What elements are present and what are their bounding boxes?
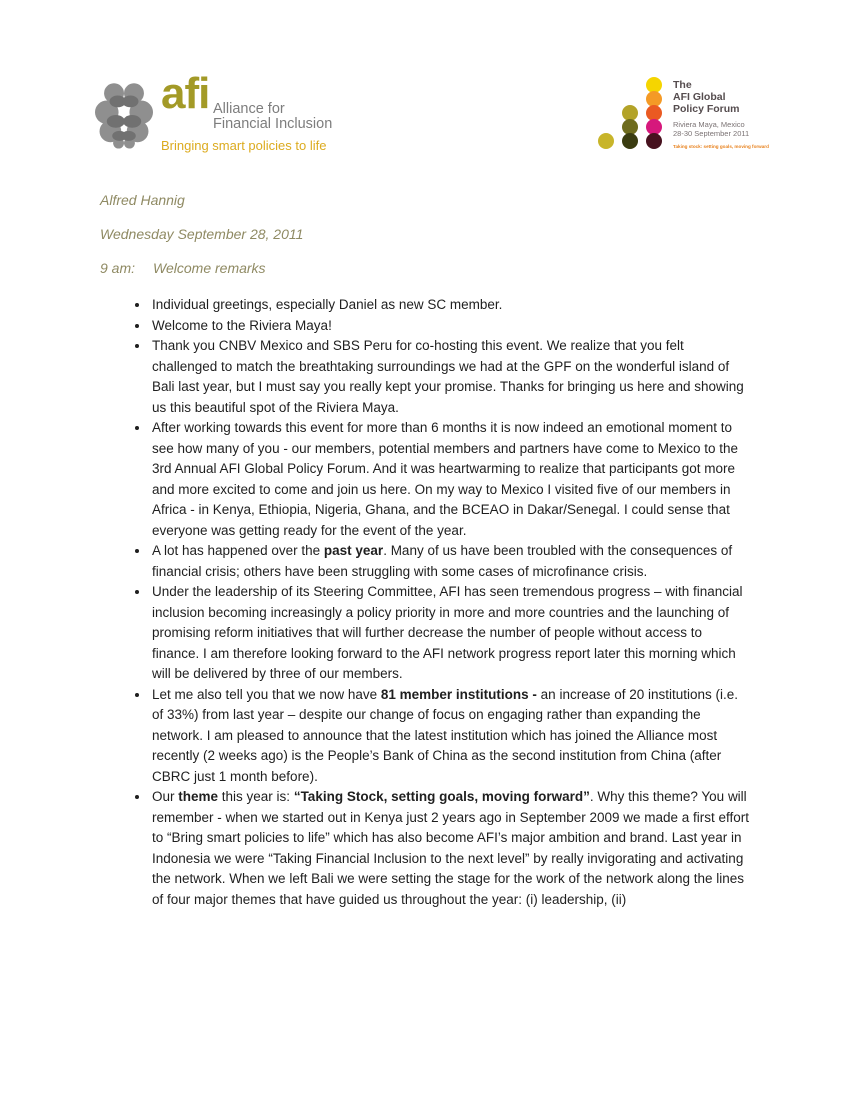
forum-dots-icon [598, 79, 662, 149]
bullet-item: • After working towards this event for more than 6 months it is now indeed an emotional moment to see how many of you - our members, potential members and partners have come to Mexico to the 3rd Annual AFI Global Policy Forum. And it was heartwarming to realize that participants got more and more excited to come and join us here. On my way to Mexico I visited five of our members in Africa - in Kenya, Ethiopia, Nigeria, Ghana, and the BCEAO in Dakar/Senegal. I could sense that everyone was getting ready for the event of the year. [150, 418, 750, 541]
session-time: 9 am: [100, 260, 136, 276]
afi-name [213, 102, 332, 132]
forum-logo [598, 75, 769, 155]
forum-location: Riviera Maya, Mexico [673, 120, 745, 129]
forum-dot [598, 133, 614, 149]
forum-title-line1: The [673, 79, 692, 91]
afi-logo [95, 69, 335, 157]
forum-tagline: Taking stock: setting goals, moving forward [673, 144, 769, 149]
forum-subtitle [673, 120, 765, 138]
author-heading: Alfred Hannig [100, 192, 185, 208]
forum-dates: 28-30 September 2011 [673, 129, 750, 138]
afi-logo-mark-icon [95, 79, 153, 151]
bullet-item: • A lot has happened over the past year. Many of us have been troubled with the consequences of financial crisis; others have been struggling with some cases of microfinance crisis. [150, 541, 750, 582]
session-heading [100, 259, 750, 277]
bullet-item: • Let me also tell you that we now have 81 member institutions - an increase of 20 institutions (i.e. of 33%) from last year – despite our change of focus on engaging rather than expanding the network. I am pleased to announce that the latest institution which has joined the Alliance most recently (2 weeks ago) is the People’s Bank of China as the second institution from China (after CBRC just 1 month before). [150, 685, 750, 788]
forum-text [673, 79, 769, 149]
session-title: Welcome remarks [153, 260, 266, 276]
bullet-item: • Individual greetings, especially Daniel as new SC member. [150, 295, 750, 316]
bullet-list [100, 295, 750, 910]
forum-dot [646, 133, 662, 149]
afi-tagline: Bringing smart policies to life [161, 138, 327, 153]
forum-dot [622, 133, 638, 149]
afi-name-line1: Alliance for [213, 101, 285, 117]
bullet-item: • Thank you CNBV Mexico and SBS Peru for co-hosting this event. We realize that you felt challenged to match the breathtaking surroundings we had at the GPF on the wonderful island of Bali last year, but I must say you really kept your promise. Thanks for bringing us here and showing us this beautiful spot of the Riviera Maya. [150, 336, 750, 418]
date-heading: Wednesday September 28, 2011 [100, 226, 304, 242]
forum-title-line2: AFI Global [673, 91, 726, 103]
forum-title-line3: Policy Forum [673, 103, 740, 115]
forum-dot-column [598, 135, 614, 149]
afi-acronym: afi [161, 69, 210, 118]
forum-dot-column [622, 107, 638, 149]
afi-name-line2: Financial Inclusion [213, 116, 333, 132]
document-content [100, 186, 750, 910]
bullet-item: • Our theme this year is: “Taking Stock, setting goals, moving forward”. Why this theme? You will remember - when we started out in Kenya just 2 years ago in September 2009 we made a first effort to “Bring smart policies to life” which has also become AFI’s major ambition and brand. Last year in Indonesia we were “Taking Financial Inclusion to the next level” by really invigorating and activating the network. When we left Bali we were setting the stage for the work of the network along the lines of four major themes that have guided us throughout the year: (i) leadership, (ii) [150, 787, 750, 910]
forum-title [673, 79, 765, 115]
forum-dot-column [646, 79, 662, 149]
bullet-item: • Under the leadership of its Steering Committee, AFI has seen tremendous progress – with financial inclusion becoming increasingly a policy priority in more and more countries and the launching of promising reform initiatives that will further decrease the number of people without access to finance. I am therefore looking forward to the AFI network progress report later this morning which will be delivered by three of our members. [150, 582, 750, 685]
bullet-item: • Welcome to the Riviera Maya! [150, 316, 750, 337]
